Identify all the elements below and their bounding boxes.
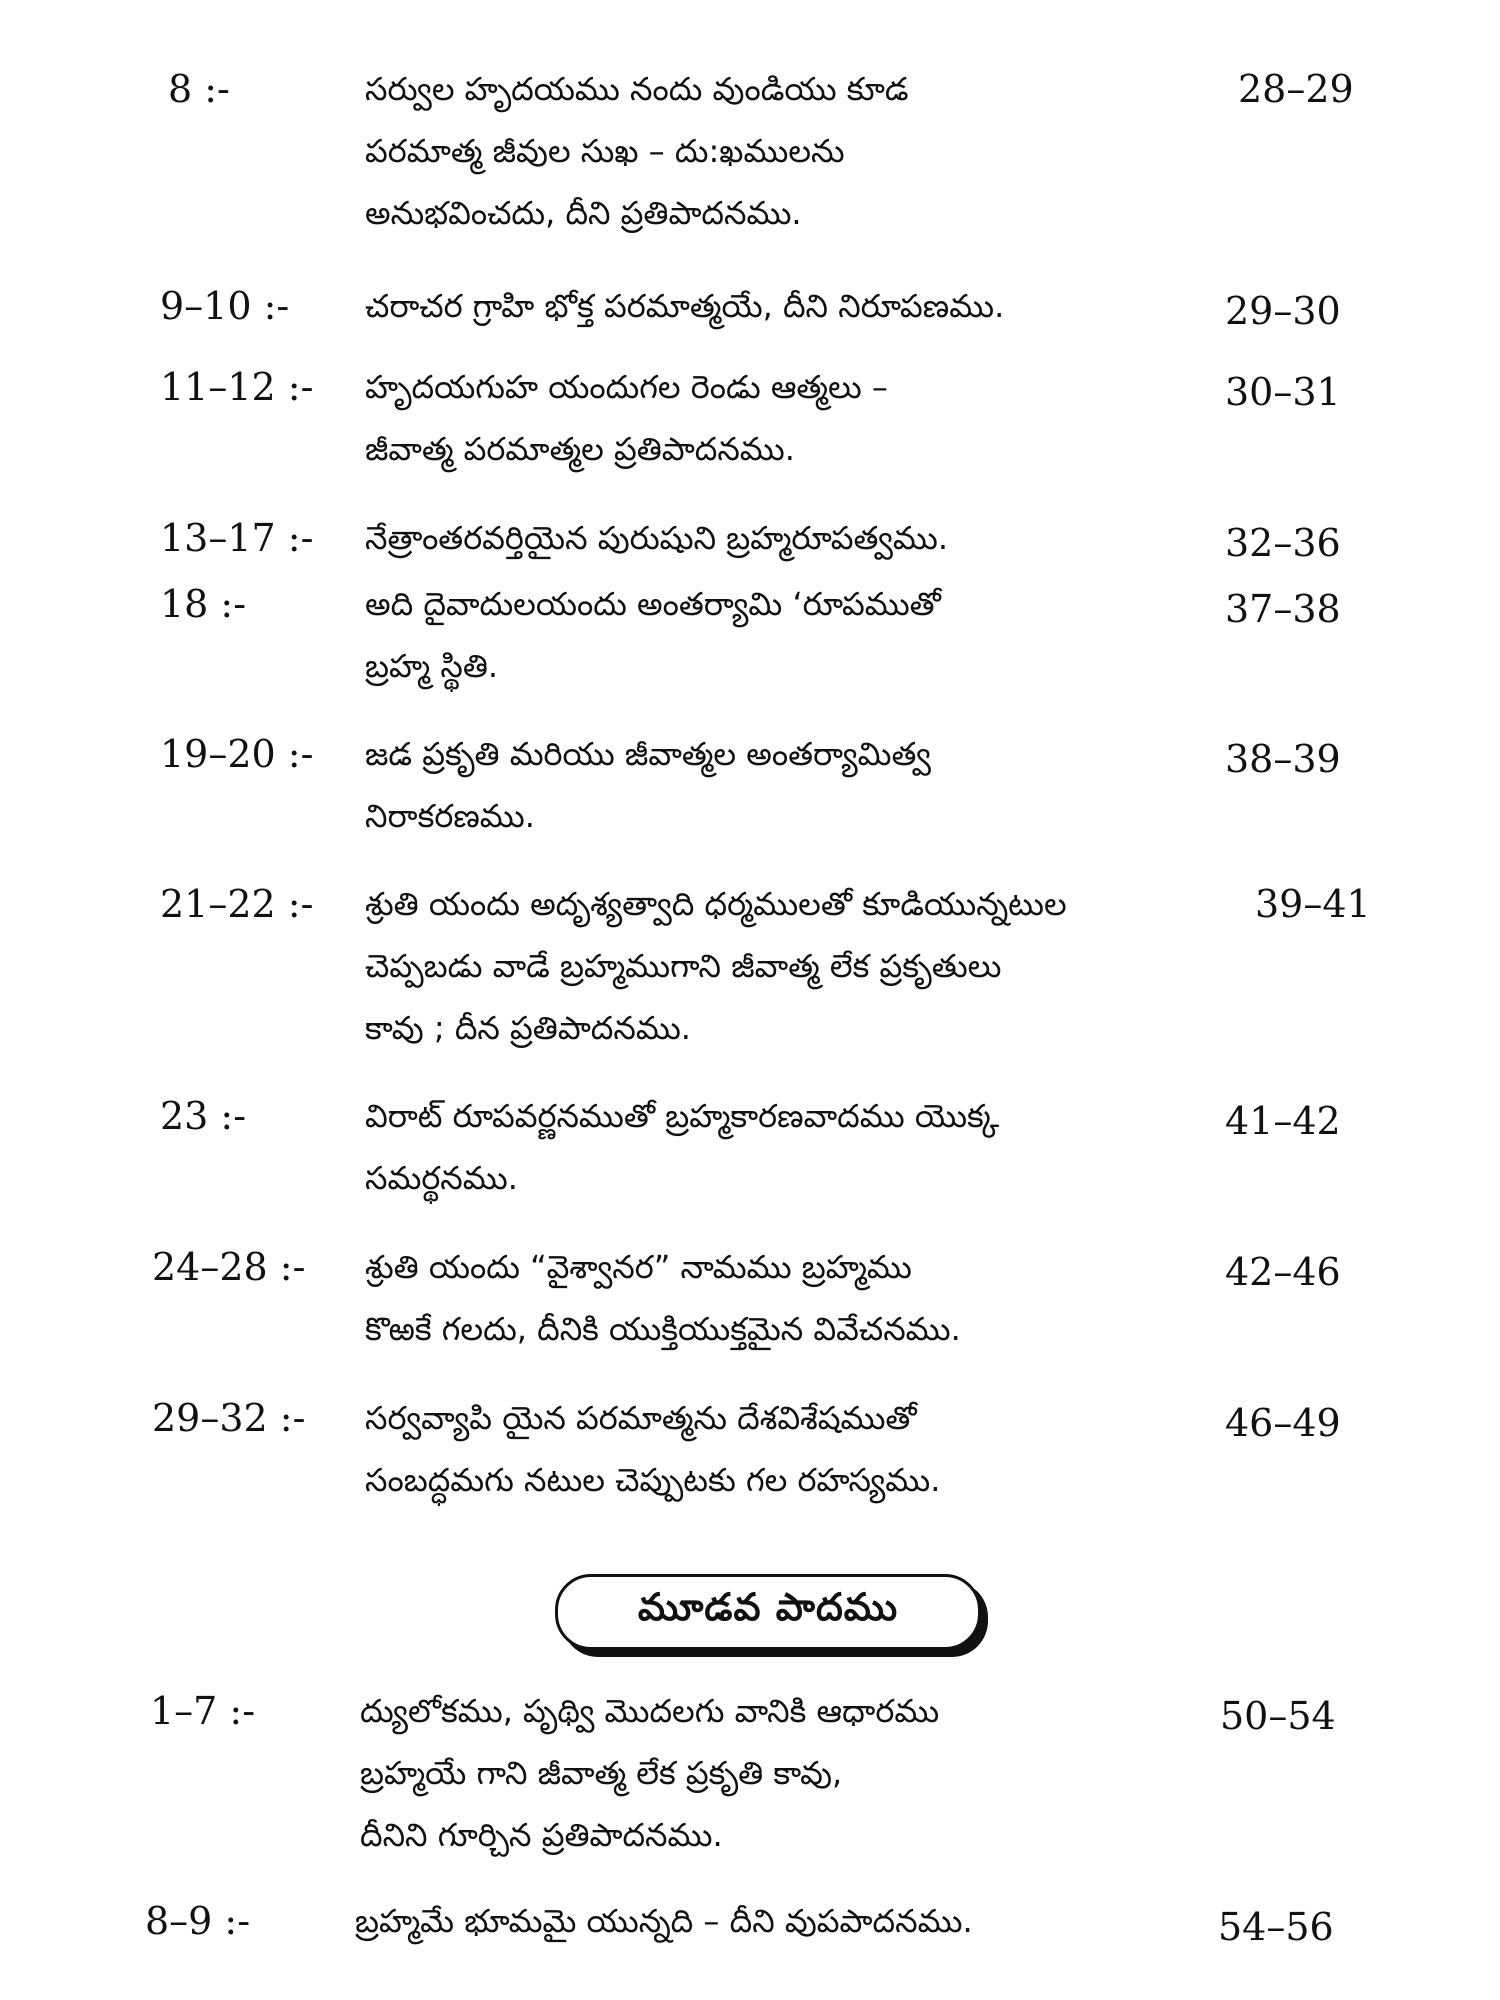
entry-description: [365, 873, 1195, 1059]
page-range: 37–38: [1225, 587, 1341, 631]
page-range: 29–30: [1225, 289, 1341, 333]
page-range: 41–42: [1225, 1099, 1341, 1143]
verse-ref: 29–32 :-: [152, 1396, 306, 1440]
description-line: సర్వుల హృదయము నందు వుండియు కూడ: [365, 70, 909, 108]
entry-description: [365, 1236, 1195, 1360]
entry-description: [360, 1680, 1190, 1866]
page-range: 28–29: [1238, 67, 1354, 111]
description-line: హృదయగుహ యందుగల రెండు ఆత్మలు –: [365, 368, 888, 406]
entry-description: [365, 507, 1195, 569]
entry-description: [365, 723, 1195, 847]
description-line: జీవాత్మ పరమాత్మల ప్రతిపాదనము.: [365, 430, 795, 468]
description-line: బ్రహ్మ స్థితి.: [365, 647, 499, 685]
verse-ref: 24–28 :-: [152, 1245, 306, 1289]
description-line: సంబద్ధమగు నటుల చెప్పుటకు గల రహస్యము.: [365, 1461, 941, 1499]
description-line: దీనిని గూర్చిన ప్రతిపాదనము.: [360, 1816, 723, 1854]
description-line: సమర్థనము.: [365, 1159, 518, 1197]
page-range: 50–54: [1220, 1694, 1336, 1738]
description-line: జడ ప్రకృతి మరియు జీవాత్మల అంతర్యామిత్వ: [365, 735, 931, 773]
verse-ref: 1–7 :-: [150, 1689, 256, 1733]
page-range: 39–41: [1255, 882, 1371, 926]
verse-ref: 8 :-: [168, 67, 230, 111]
description-line: శ్రుతి యందు “వైశ్వానర” నామము బ్రహ్మము: [365, 1248, 912, 1286]
page-range: 46–49: [1225, 1401, 1341, 1445]
page-range: 30–31: [1225, 370, 1341, 414]
description-line: నిరాకరణము.: [365, 797, 535, 835]
entry-description: [365, 1387, 1195, 1511]
description-line: విరాట్ రూపవర్ణనముతో బ్రహ్మకారణవాదము యొక్క: [365, 1097, 1000, 1135]
verse-ref: 19–20 :-: [160, 732, 314, 776]
description-line: శ్రుతి యందు అదృశ్యత్వాది ధర్మములతో కూడియున్నటుల: [365, 885, 1067, 923]
verse-ref: 8–9 :-: [145, 1899, 251, 1943]
verse-ref: 9–10 :-: [160, 284, 290, 328]
description-line: బ్రహ్మమే భూమమై యున్నది – దీని వుపపాదనము.: [355, 1902, 973, 1940]
description-line: సర్వవ్యాపి యైన పరమాత్మను దేశవిశేషముతో: [365, 1399, 917, 1437]
page-range: 32–36: [1225, 521, 1341, 565]
description-line: బ్రహ్మయే గాని జీవాత్మ లేక ప్రకృతి కావు,: [360, 1754, 843, 1792]
description-line: చెప్పబడు వాడే బ్రహ్మముగాని జీవాత్మ లేక ప్రకృతులు: [365, 947, 1002, 985]
entry-description: [355, 1890, 1185, 1952]
entry-description: [365, 356, 1195, 480]
verse-ref: 23 :-: [160, 1094, 247, 1138]
entry-description: [365, 1085, 1195, 1209]
section-heading-wrap: [0, 1568, 1500, 1668]
description-line: ద్యులోకము, పృథ్వి మొదలగు వానికి ఆధారము: [360, 1692, 940, 1730]
description-line: అనుభవించదు, దీని ప్రతిపాదనము.: [365, 194, 802, 232]
description-line: కావు ; దీన ప్రతిపాదనము.: [365, 1009, 691, 1047]
description-line: అది దైవాదులయందు అంతర్యామి ‘రూపముతో: [365, 585, 941, 623]
entry-description: [365, 58, 1195, 244]
page-range: 54–56: [1218, 1905, 1334, 1949]
verse-ref: 18 :-: [160, 582, 247, 626]
page-range: 38–39: [1225, 737, 1341, 781]
verse-ref: 13–17 :-: [160, 516, 314, 560]
description-line: పరమాత్మ జీవుల సుఖ – దు:ఖములను: [365, 132, 845, 170]
description-line: చరాచర గ్రాహి భోక్త పరమాత్మయే, దీని నిరూపణము.: [365, 287, 1005, 325]
page-range: 42–46: [1225, 1250, 1341, 1294]
verse-ref: 11–12 :-: [160, 365, 314, 409]
section-heading: మూడవ పాదము: [555, 1574, 981, 1650]
verse-ref: 21–22 :-: [160, 882, 314, 926]
description-line: నేత్రాంతరవర్తియైన పురుషుని బ్రహ్మరూపత్వము.: [365, 519, 948, 557]
entry-description: [365, 275, 1195, 337]
description-line: కొఱకే గలదు, దీనికి యుక్తియుక్తమైన వివేచనము.: [365, 1310, 961, 1348]
entry-description: [365, 573, 1195, 697]
